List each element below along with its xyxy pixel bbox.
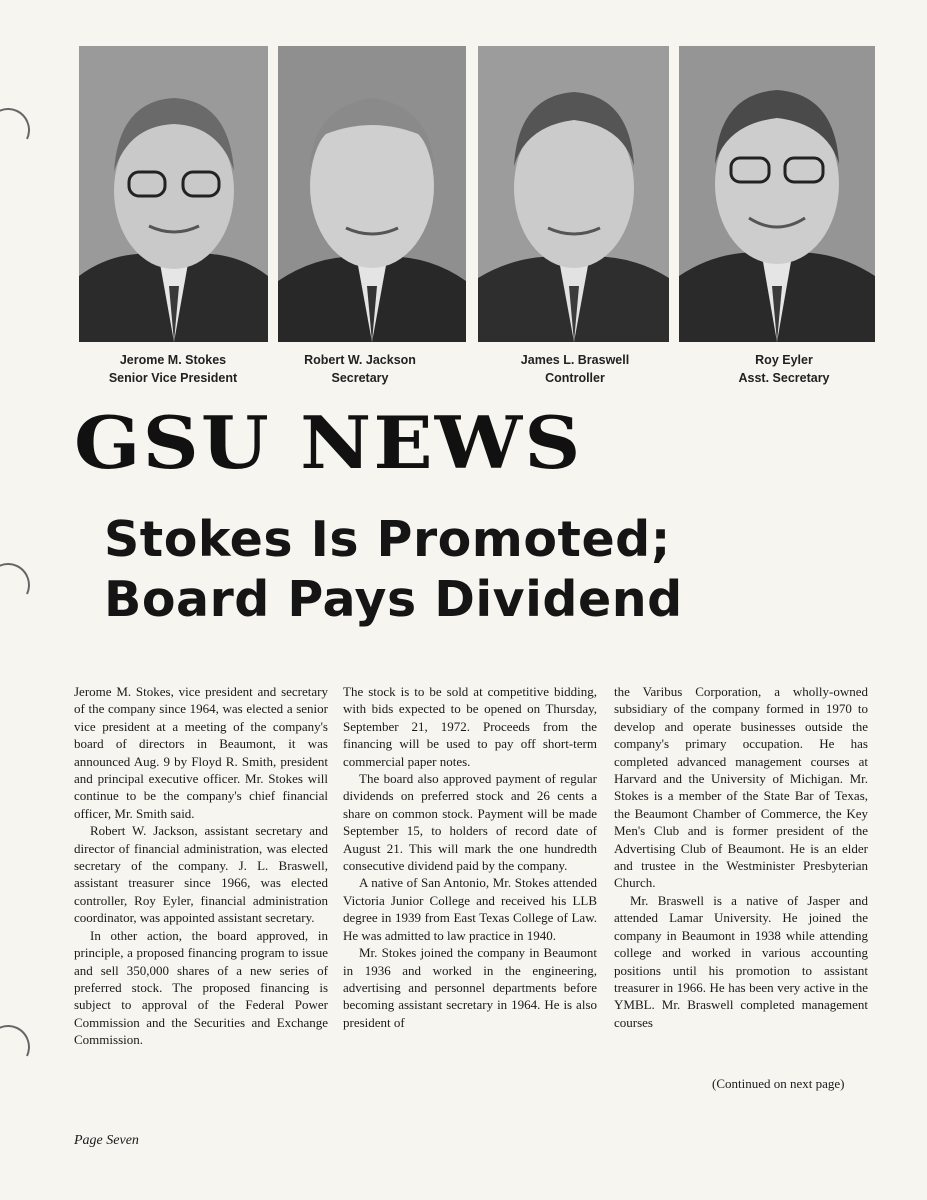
article-column-2: [343, 683, 597, 1031]
paragraph: The board also approved payment of regular dividends on preferred stock and 26 cents a share on common stock. Payment will be made September 15, to holders of record date of August 21. This will mark the one hundredth consecutive dividend paid by the company.: [343, 771, 597, 874]
masthead: GSU NEWS: [74, 400, 583, 485]
paragraph: In other action, the board approved, in principle, a proposed financing program to issue and sell 350,000 shares of a new series of preferred stock. The proposed financing is subject to approval of the Federal Power Commission and the Securities and Exchange Commission.: [74, 927, 328, 1048]
paragraph: Mr. Stokes joined the company in Beaumont in 1936 and worked in the engineering, advertising and personnel departments before becoming assistant secretary in 1964. He is also president of: [343, 945, 597, 1030]
officer-name: James L. Braswell: [520, 353, 630, 367]
binder-hole-bottom: [0, 1019, 36, 1075]
officer-name: Jerome M. Stokes: [119, 353, 227, 367]
headline: [104, 510, 683, 630]
officer-title: Secretary: [331, 371, 389, 385]
officer-title: Controller: [545, 371, 605, 385]
article-column-1: [74, 683, 328, 1049]
caption-stokes: [73, 351, 273, 387]
binder-hole-middle: [0, 557, 36, 613]
article-column-3: [614, 683, 868, 1031]
paragraph: The stock is to be sold at competitive bidding, with bids expected to be opened on Thursday, September 21, 1972. Proceeds from the financing will be used to pay off short-term commercial paper notes.: [343, 684, 597, 769]
caption-jackson: [260, 351, 460, 387]
caption-braswell: [475, 351, 675, 387]
page-number: Page Seven: [74, 1133, 139, 1148]
paragraph: Robert W. Jackson, assistant secretary and director of financial administration, was elected secretary of the company. J. L. Braswell, assistant treasurer since 1966, was elected controller, Roy Eyler, financial administration coordinator, was appointed assistant secretary.: [74, 823, 328, 926]
binder-hole-top: [0, 102, 36, 158]
portrait-photo-braswell: [478, 46, 669, 342]
paragraph: Mr. Braswell is a native of Jasper and attended Lamar University. He joined the company in Beaumont in 1938 while attending college and worked in various accounting positions until his promotion to assistant treasurer in 1966. He has been very active in the YMBL. Mr. Braswell completed management courses: [614, 892, 868, 1030]
continued-note: (Continued on next page): [712, 1076, 845, 1091]
headline-line-2: Board Pays Dividend: [104, 571, 683, 628]
portrait-photo-eyler: [679, 46, 875, 342]
paragraph: Jerome M. Stokes, vice president and secretary of the company since 1964, was elected a senior vice president at a meeting of the company's board of directors in Beaumont, it was announced Aug. 9 by Floyd R. Smith, president and principal executive officer. Mr. Stokes will continue to be the company's chief financial officer, Mr. Smith said.: [74, 684, 328, 821]
paragraph: A native of San Antonio, Mr. Stokes attended Victoria Junior College and received his LLB degree in 1939 from East Texas College of Law. He was admitted to law practice in 1940.: [343, 875, 597, 943]
paragraph: the Varibus Corporation, a wholly-owned subsidiary of the company formed in 1970 to develop and operate businesses outside the company's primary occupation. He has completed advanced management courses at Harvard and the University of Michigan. Mr. Stokes is a member of the State Bar of Texas, the Beaumont Chamber of Commerce, the Key Men's Club and is former president of the Advertising Club of Beaumont. He is an elder and trustee in the Westminister Presbyterian Church.: [614, 684, 868, 891]
officer-title: Senior Vice President: [108, 371, 238, 385]
portrait-photo-stokes: [79, 46, 268, 342]
caption-eyler: [684, 351, 884, 387]
officer-name: Robert W. Jackson: [304, 353, 416, 367]
officer-name: Roy Eyler: [755, 353, 813, 367]
headline-line-1: Stokes Is Promoted;: [104, 511, 671, 568]
portrait-photo-jackson: [278, 46, 466, 342]
officer-title: Asst. Secretary: [738, 371, 830, 385]
